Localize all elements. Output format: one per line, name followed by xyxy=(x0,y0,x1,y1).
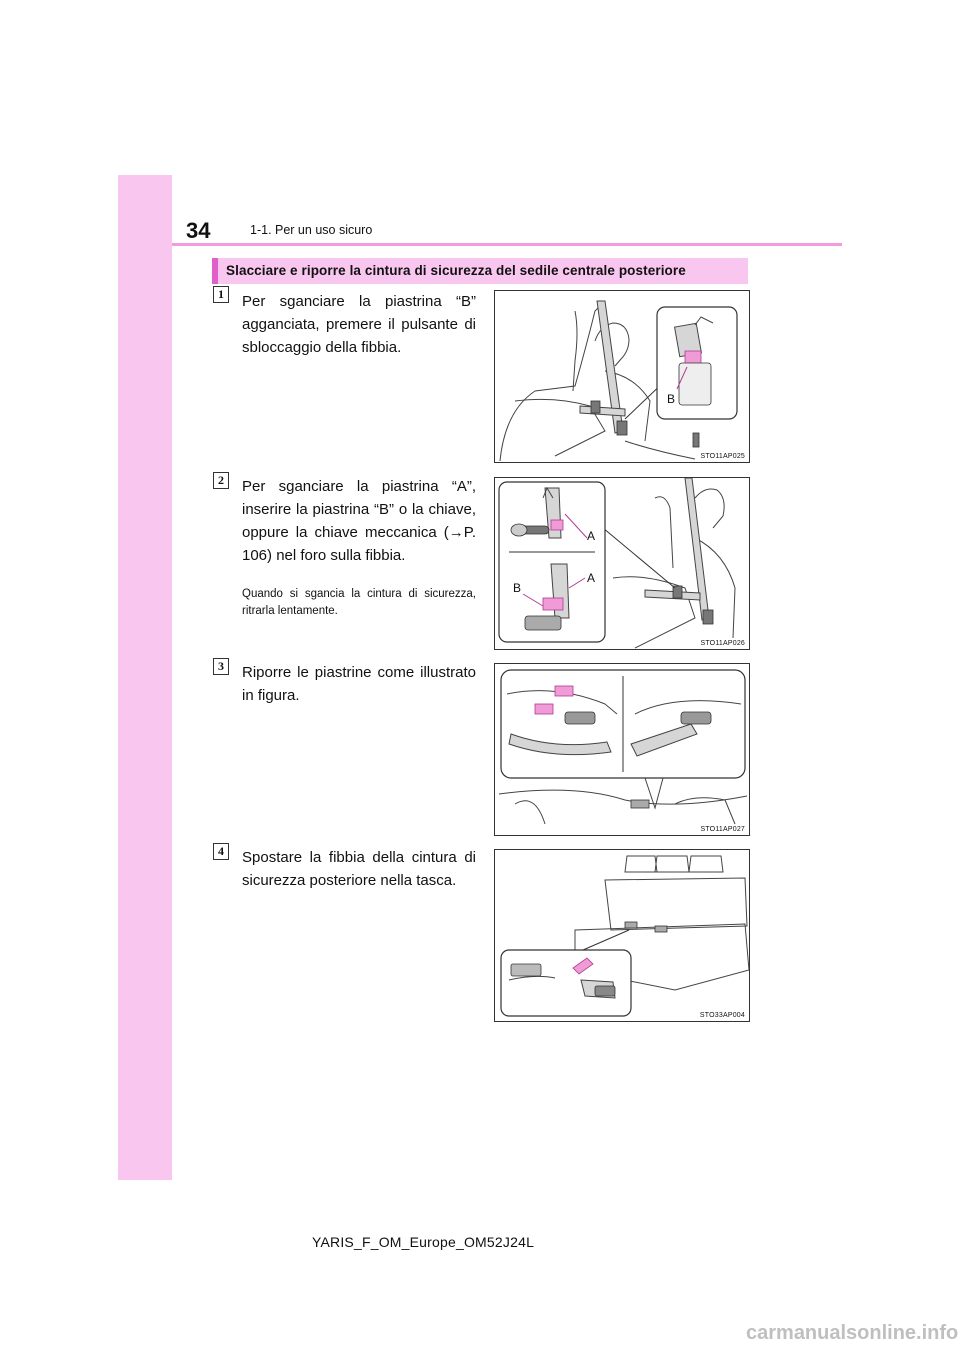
figure-code-2: STO11AP026 xyxy=(700,640,745,647)
section-heading: Slacciare e riporre la cintura di sicurezza del sedile centrale posteriore xyxy=(226,263,686,278)
figure-label-a-bottom: A xyxy=(587,571,596,585)
figure-code-3: STO11AP027 xyxy=(700,826,745,833)
seatbelt-release-illustration xyxy=(495,291,750,463)
figure-step-2 xyxy=(494,477,750,650)
figure-label-b: B xyxy=(667,392,676,406)
plate-storage-illustration xyxy=(495,664,750,836)
section-title: 1-1. Per un uso sicuro xyxy=(250,223,373,237)
figure-step-4 xyxy=(494,849,750,1022)
figure-code-1: STO11AP025 xyxy=(700,453,745,460)
header-rule xyxy=(172,243,842,246)
figure-label-b: B xyxy=(513,581,522,595)
step-2-text: Per sganciare la piastrina “A”, inserire la piastrina “B” o la chiave, oppure la chiave meccanica (→P. 106) nel foro sulla fibbia. xyxy=(242,478,476,564)
section-heading-bar xyxy=(212,258,748,284)
watermark: carmanualsonline.info xyxy=(746,1322,959,1344)
step-3-text: Riporre le piastrine come illustrato in figura. xyxy=(242,664,476,704)
step-4-text: Spostare la fibbia della cintura di sicurezza posteriore nella tasca. xyxy=(242,849,476,889)
chapter-side-band xyxy=(118,175,172,1180)
step-number-1: 1 xyxy=(213,286,229,303)
buckle-release-illustration xyxy=(495,478,750,650)
figure-label-a-top: A xyxy=(587,529,596,543)
figure-step-1 xyxy=(494,290,750,463)
page-number: 34 xyxy=(186,218,211,243)
step-1-text: Per sganciare la piastrina “B” agganciata, premere il pulsante di sbloccaggio della fibbia. xyxy=(242,293,476,356)
figure-step-3 xyxy=(494,663,750,836)
step-number-4: 4 xyxy=(213,843,229,860)
step-number-3: 3 xyxy=(213,658,229,675)
step-number-2: 2 xyxy=(213,472,229,489)
step-2-note: Quando si sgancia la cintura di sicurezza, ritrarla lentamente. xyxy=(242,588,476,617)
rear-seat-buckle-pocket-illustration xyxy=(495,850,750,1022)
footer-document-code: YARIS_F_OM_Europe_OM52J24L xyxy=(312,1234,535,1250)
figure-code-4: STO33AP004 xyxy=(699,1012,745,1019)
